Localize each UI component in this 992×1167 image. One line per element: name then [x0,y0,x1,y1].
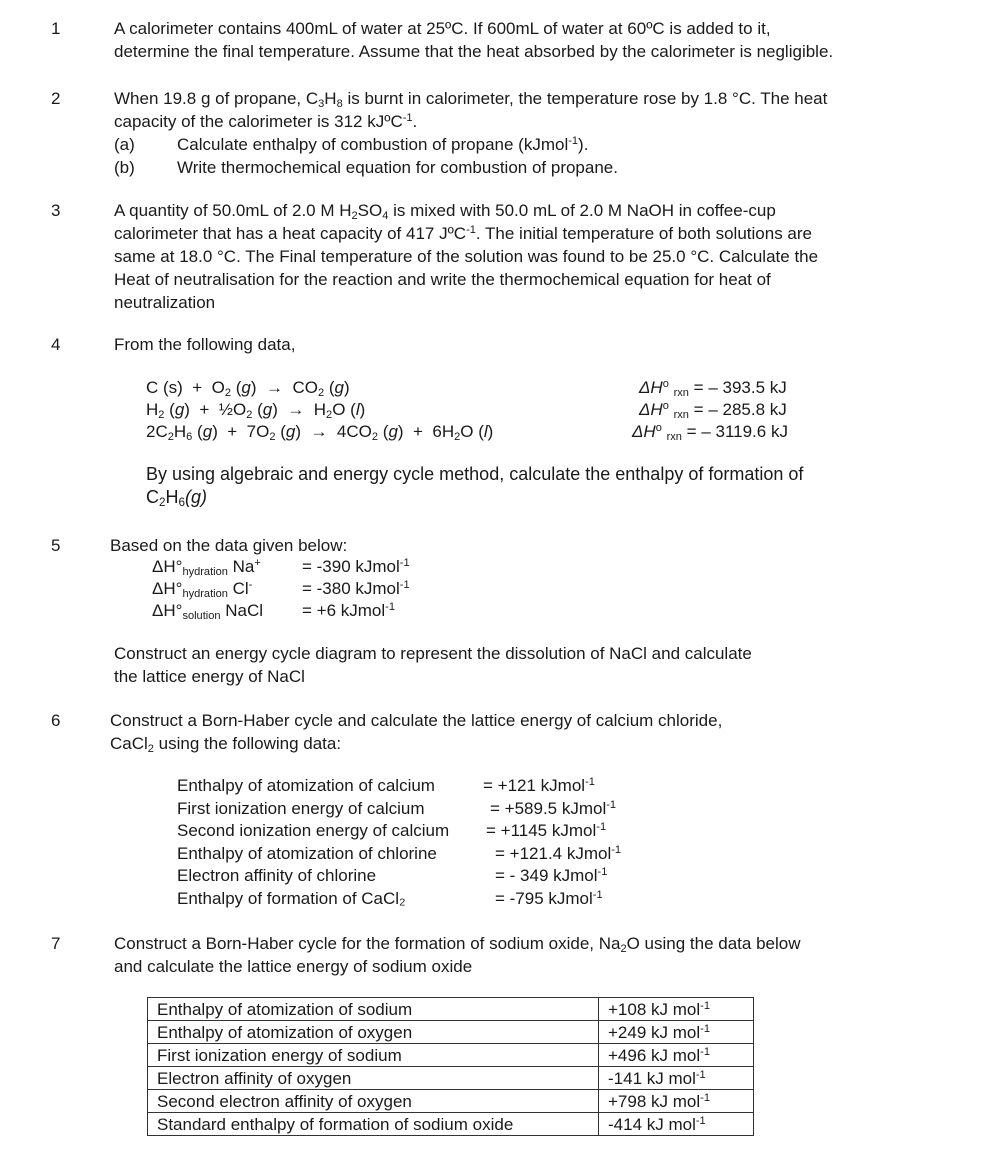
subscript: 8 [336,97,343,110]
text-line [114,932,954,955]
text: = +1145 kJmol [486,821,597,840]
data-value [495,888,603,911]
data-label: Second ionization energy of calcium [177,821,450,840]
data-label: First ionization energy of calcium [177,799,425,818]
superscript: -1 [597,865,608,878]
table-cell-label: Enthalpy of atomization of oxygen [148,1021,599,1044]
subscript: 2 [351,209,358,222]
superscript: -1 [385,600,395,613]
table-cell-value [599,1090,754,1113]
equation-3: $2C_2H_6$ $(g) + 7O_2$ $(g) \to 4CO_2$ $(g) + 6H_2O$ (l) [146,422,494,443]
part-b [114,156,954,179]
superscript: -1 [611,843,622,856]
superscript: - [248,578,253,591]
text: +108 kJ mol [608,999,701,1019]
degree-symbol: o [662,377,669,390]
table-cell-label: Second electron affinity of oxygen [148,1090,599,1113]
data-value [483,775,595,798]
text: = +589.5 kJmol [490,799,607,818]
delta-h-symbol: ΔH [639,378,663,397]
equation-1: C $(s) + O_2$ $(g) \to CO_2$ (g) [146,378,350,399]
text-line [114,199,954,222]
text: = +121 kJmol [483,776,586,795]
text: H [165,487,179,507]
question-number: 3 [51,201,61,220]
question-intro [114,333,954,356]
data-value [302,557,410,576]
table-row [148,998,754,1021]
superscript: -1 [695,1114,706,1127]
superscript: -1 [585,775,595,788]
text: A quantity of 50.0mL of 2.0 M H [114,201,352,220]
equation-2: $H_2$ $(g) + \frac{1}{2}O_2$ $(g) \to H_2O$ (l) [146,400,366,421]
delta-h-symbol: ΔH° [152,601,183,620]
text: (g) [185,487,208,507]
table-row [148,1090,754,1113]
data-label: Enthalpy of atomization of chlorine [177,844,437,863]
subscript: 2 [159,495,166,509]
text-line: From the following data, [114,335,296,354]
text: = -380 kJmol [302,579,400,598]
data-value [486,820,606,843]
delta-h-3 [632,421,788,443]
delta-h-value: = – 3119.6 kJ [686,422,788,441]
table-cell-value [599,1044,754,1067]
question-text [114,87,954,179]
data-value [495,843,621,866]
text: When 19.8 g of propane, C [114,89,319,108]
superscript: -1 [592,888,603,901]
text-line [110,732,950,755]
table-cell-label: Standard enthalpy of formation of sodium oxide [148,1113,599,1136]
data-label [152,556,302,578]
text: using the following data: [153,734,342,753]
species: Cl [227,579,249,598]
degree-symbol: o [662,399,669,412]
data-label: Enthalpy of atomization of calcium [177,776,435,795]
delta-h-1 [639,377,787,399]
text-line: same at 18.0 °C. The Final temperature of the solution was found to be 25.0 °C. Calculate the [114,247,819,266]
task-text [146,463,986,509]
text: +249 kJ mol [608,1022,701,1042]
table-cell-value [599,1067,754,1090]
text-line [114,87,954,110]
text: = -390 kJmol [302,557,400,576]
superscript: -1 [568,134,579,147]
text: capacity of the calorimeter is 312 kJºC [114,112,403,131]
delta-h-symbol: ΔH° [152,557,183,576]
sodium-oxide-data-table [147,997,754,1136]
species: NaCl [220,601,264,620]
question-text [110,709,950,755]
superscript: -1 [695,1068,706,1081]
subscript: rxn [666,430,682,443]
part-text: Write thermochemical equation for combustion of propane. [177,158,618,177]
superscript: + [254,556,261,569]
table-cell-label: First ionization energy of sodium [148,1044,599,1067]
part-a [114,133,954,156]
text: = +121.4 kJmol [495,844,612,863]
superscript: -1 [402,111,413,124]
subscript: rxn [673,386,689,399]
text: = -795 kJmol [495,889,593,908]
text-line [114,110,954,133]
superscript: -1 [399,578,410,591]
question-text [114,199,954,314]
superscript: -1 [466,223,476,236]
text: SO [357,201,383,220]
data-value [495,865,607,888]
text: is burnt in calorimeter, the temperature rose by 1.8 °C. The heat [342,89,828,108]
question-number: 2 [51,89,61,108]
text-line: Based on the data given below: [110,536,348,555]
table-row [148,1021,754,1044]
question-number: 7 [51,934,61,953]
data-label: Enthalpy of formation of CaCl₂ [177,889,406,908]
question-number: 5 [51,536,61,555]
part-label: (a) [114,135,135,154]
delta-h-symbol: ΔH° [152,579,183,598]
text-line: neutralization [114,293,216,312]
subscript: 4 [382,209,389,222]
species: Na [227,557,255,576]
table-row [148,1113,754,1136]
data-label [152,578,302,600]
data-row-hydration-cl [152,578,410,600]
text: calorimeter that has a heat capacity of 417 JºC [114,224,467,243]
text: +496 kJ mol [608,1045,701,1065]
text: +798 kJ mol [608,1091,701,1111]
text: H [324,89,337,108]
text-line: and calculate the lattice energy of sodium oxide [114,957,473,976]
part-label: (b) [114,158,135,177]
text: = +6 kJmol [302,601,386,620]
text: is mixed with 50.0 mL of 2.0 M NaOH in coffee-cup [388,201,776,220]
text: . The initial temperature of both solutions are [475,224,812,243]
question-number: 6 [51,711,61,730]
table-cell-label: Enthalpy of atomization of sodium [148,998,599,1021]
table-row [148,1067,754,1090]
text-line: Construct an energy cycle diagram to represent the dissolution of NaCl and calculate [114,644,752,663]
text: -414 kJ mol [608,1114,696,1134]
table-cell-value [599,998,754,1021]
superscript: -1 [700,1022,710,1035]
task-text [114,642,954,688]
text: C [146,487,159,507]
data-label: Electron affinity of chlorine [177,866,377,885]
subscript: 3 [318,97,325,110]
subscript: rxn [673,408,689,421]
delta-h-symbol: ΔH [632,422,656,441]
subscript: hydration [182,565,228,578]
question-number: 1 [51,19,61,38]
delta-h-symbol: ΔH [639,400,663,419]
subscript: 2 [147,742,154,755]
superscript: -1 [399,556,410,569]
data-value [302,601,395,620]
data-value [490,798,616,821]
delta-h-2 [639,399,787,421]
text-line: By using algebraic and energy cycle method, calculate the enthalpy of formation of [146,464,804,484]
data-row-hydration-na [152,556,410,578]
superscript: -1 [700,1091,710,1104]
data-label [152,600,302,622]
text-line: determine the final temperature. Assume that the heat absorbed by the calorimeter is negligible. [114,42,834,61]
text-line [114,222,954,245]
text: . [412,112,418,131]
table-row [148,1044,754,1067]
subscript: 2 [620,942,627,955]
part-text [177,133,588,156]
question-intro [110,534,950,557]
question-text [114,17,954,63]
question-text [114,932,954,978]
text: -141 kJ mol [608,1068,696,1088]
data-row-solution-nacl [152,600,395,622]
subscript: 6 [178,495,186,509]
text-line: Heat of neutralisation for the reaction and write the thermochemical equation for heat of [114,270,771,289]
superscript: -1 [606,798,617,811]
text: Construct a Born-Haber cycle for the formation of sodium oxide, Na [114,934,621,953]
degree-symbol: o [655,421,662,434]
text: O using the data below [626,934,801,953]
data-value [302,579,410,598]
subscript: hydration [182,587,228,600]
delta-h-value: = – 393.5 kJ [693,378,787,397]
superscript: -1 [596,820,607,833]
text-line: the lattice energy of NaCl [114,667,305,686]
text: = - 349 kJmol [495,866,598,885]
delta-h-value: = – 285.8 kJ [693,400,787,419]
text-line: Construct a Born-Haber cycle and calculate the lattice energy of calcium chloride, [110,711,723,730]
text: ). [578,135,589,154]
text: Calculate enthalpy of combustion of propane (kJmol [177,135,569,154]
text: CaCl [110,734,148,753]
question-number: 4 [51,335,61,354]
table-cell-value [599,1113,754,1136]
subscript: solution [182,609,221,622]
text-line [146,486,986,509]
table-cell-value [599,1021,754,1044]
superscript: -1 [700,999,710,1012]
superscript: -1 [700,1045,710,1058]
table-cell-label: Electron affinity of oxygen [148,1067,599,1090]
text-line: A calorimeter contains 400mL of water at 25ºC. If 600mL of water at 60ºC is added to it, [114,19,771,38]
